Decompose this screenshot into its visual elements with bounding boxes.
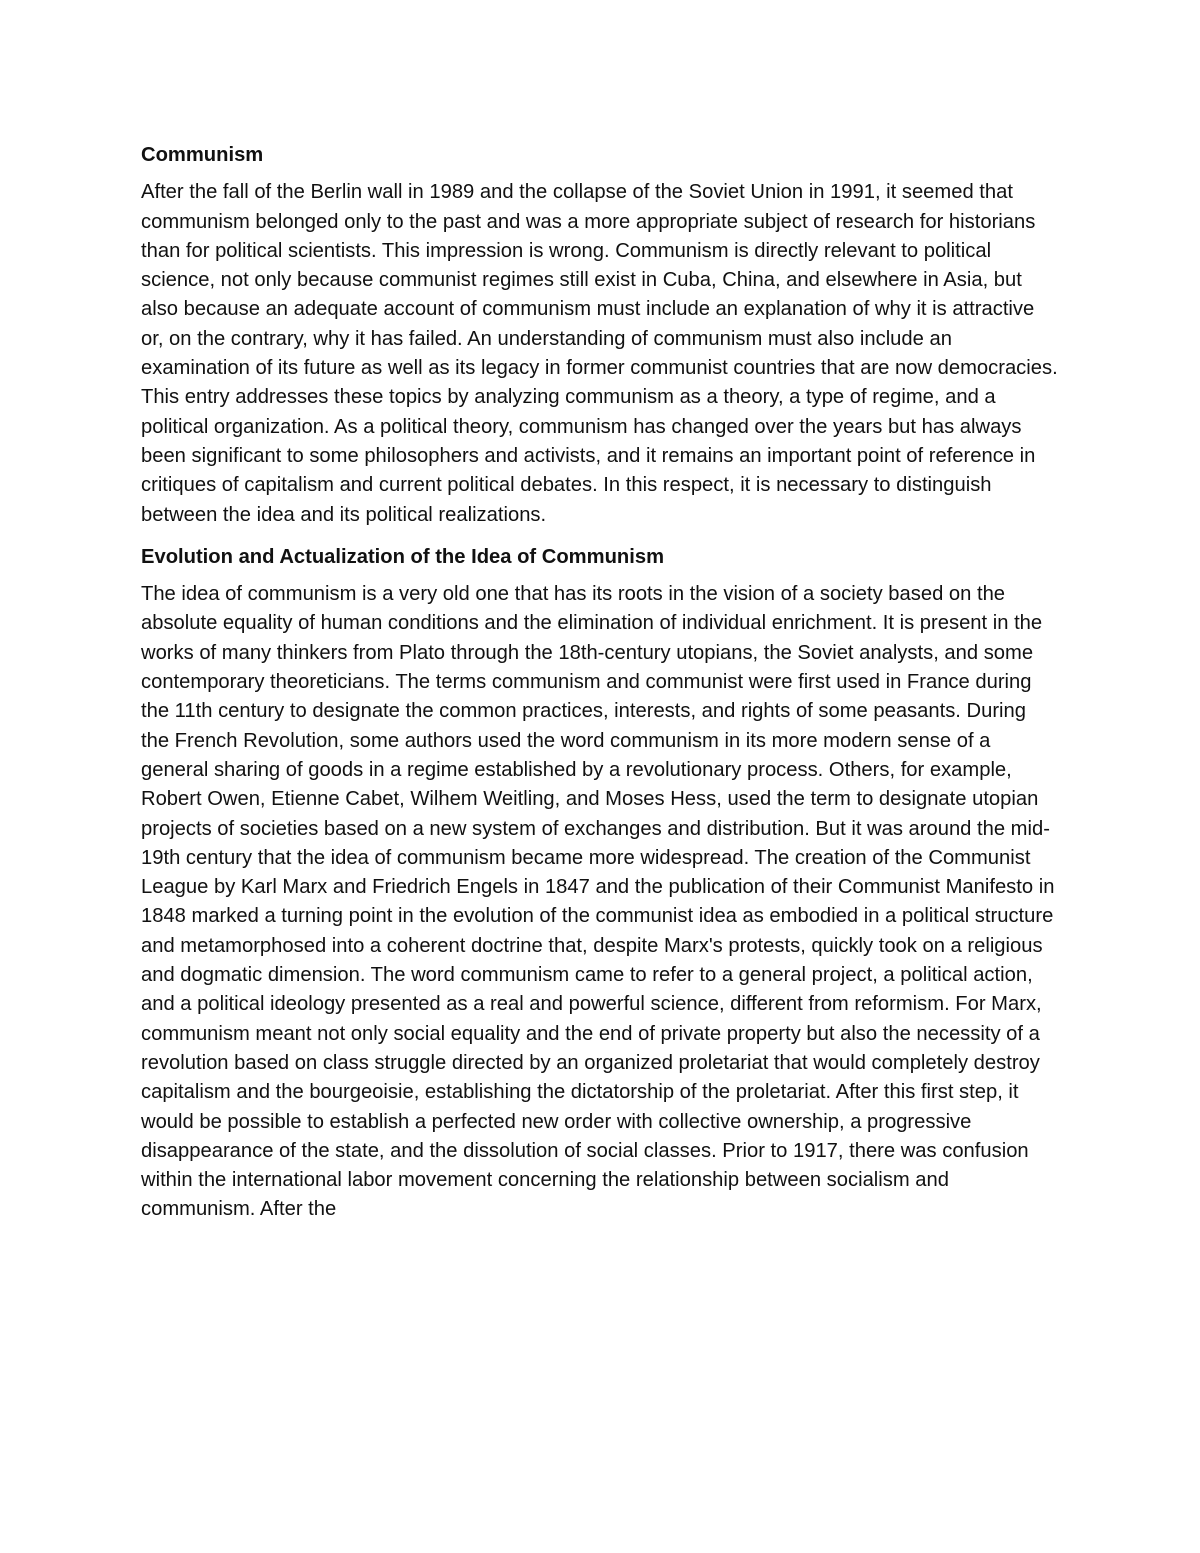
- document-body: [141, 141, 1059, 1225]
- intro-paragraph: After the fall of the Berlin wall in 1989 and the collapse of the Soviet Union in 1991, it seemed that communism belonged only to the past and was a more appropriate subject of research for historians than for political scientists. This impression is wrong. Communism is directly relevant to political science, not only because communist regimes still exist in Cuba, China, and elsewhere in Asia, but also because an adequate account of communism must include an explanation of why it is attractive or, on the contrary, why it has failed. An understanding of communism must also include an examination of its future as well as its legacy in former communist countries that are now democracies. This entry addresses these topics by analyzing communism as a theory, a type of regime, and a political organization. As a political theory, communism has changed over the years but has always been significant to some philosophers and activists, and it remains an important point of reference in critiques of capitalism and current political debates. In this respect, it is necessary to distinguish between the idea and its political realizations.: [141, 181, 1058, 526]
- section-paragraph: The idea of communism is a very old one that has its roots in the vision of a society based on the absolute equality of human conditions and the elimination of individual enrichment. It is present in the works of many thinkers from Plato through the 18th-century utopians, the Soviet analysts, and some contemporary theoreticians. The terms communism and communist were first used in France during the 11th century to designate the common practices, interests, and rights of some peasants. During the French Revolution, some authors used the word communism in its more modern sense of a general sharing of goods in a regime established by a revolutionary process. Others, for example, Robert Owen, Etienne Cabet, Wilhem Weitling, and Moses Hess, used the term to designate utopian projects of societies based on a new system of exchanges and distribution. But it was around the mid-19th century that the idea of communism became more widespread. The creation of the Communist League by Karl Marx and Friedrich Engels in 1847 and the publication of their Communist Manifesto in 1848 marked a turning point in the evolution of the communist idea as embodied in a political structure and metamorphosed into a coherent doctrine that, despite Marx's protests, quickly took on a religious and dogmatic dimension. The word communism came to refer to a general project, a political action, and a political ideology presented as a real and powerful science, different from reformism. For Marx, communism meant not only social equality and the end of private property but also the necessity of a revolution based on class struggle directed by an organized proletariat that would completely destroy capitalism and the bourgeoisie, establishing the dictatorship of the proletariat. After this first step, it would be possible to establish a perfected new order with collective ownership, a progressive disappearance of the state, and the dissolution of social classes. Prior to 1917, there was confusion within the international labor movement concerning the relationship between socialism and communism. After the: [141, 583, 1055, 1221]
- section-heading: Evolution and Actualization of the Idea of Communism: [141, 545, 665, 568]
- document-title: Communism: [141, 144, 264, 166]
